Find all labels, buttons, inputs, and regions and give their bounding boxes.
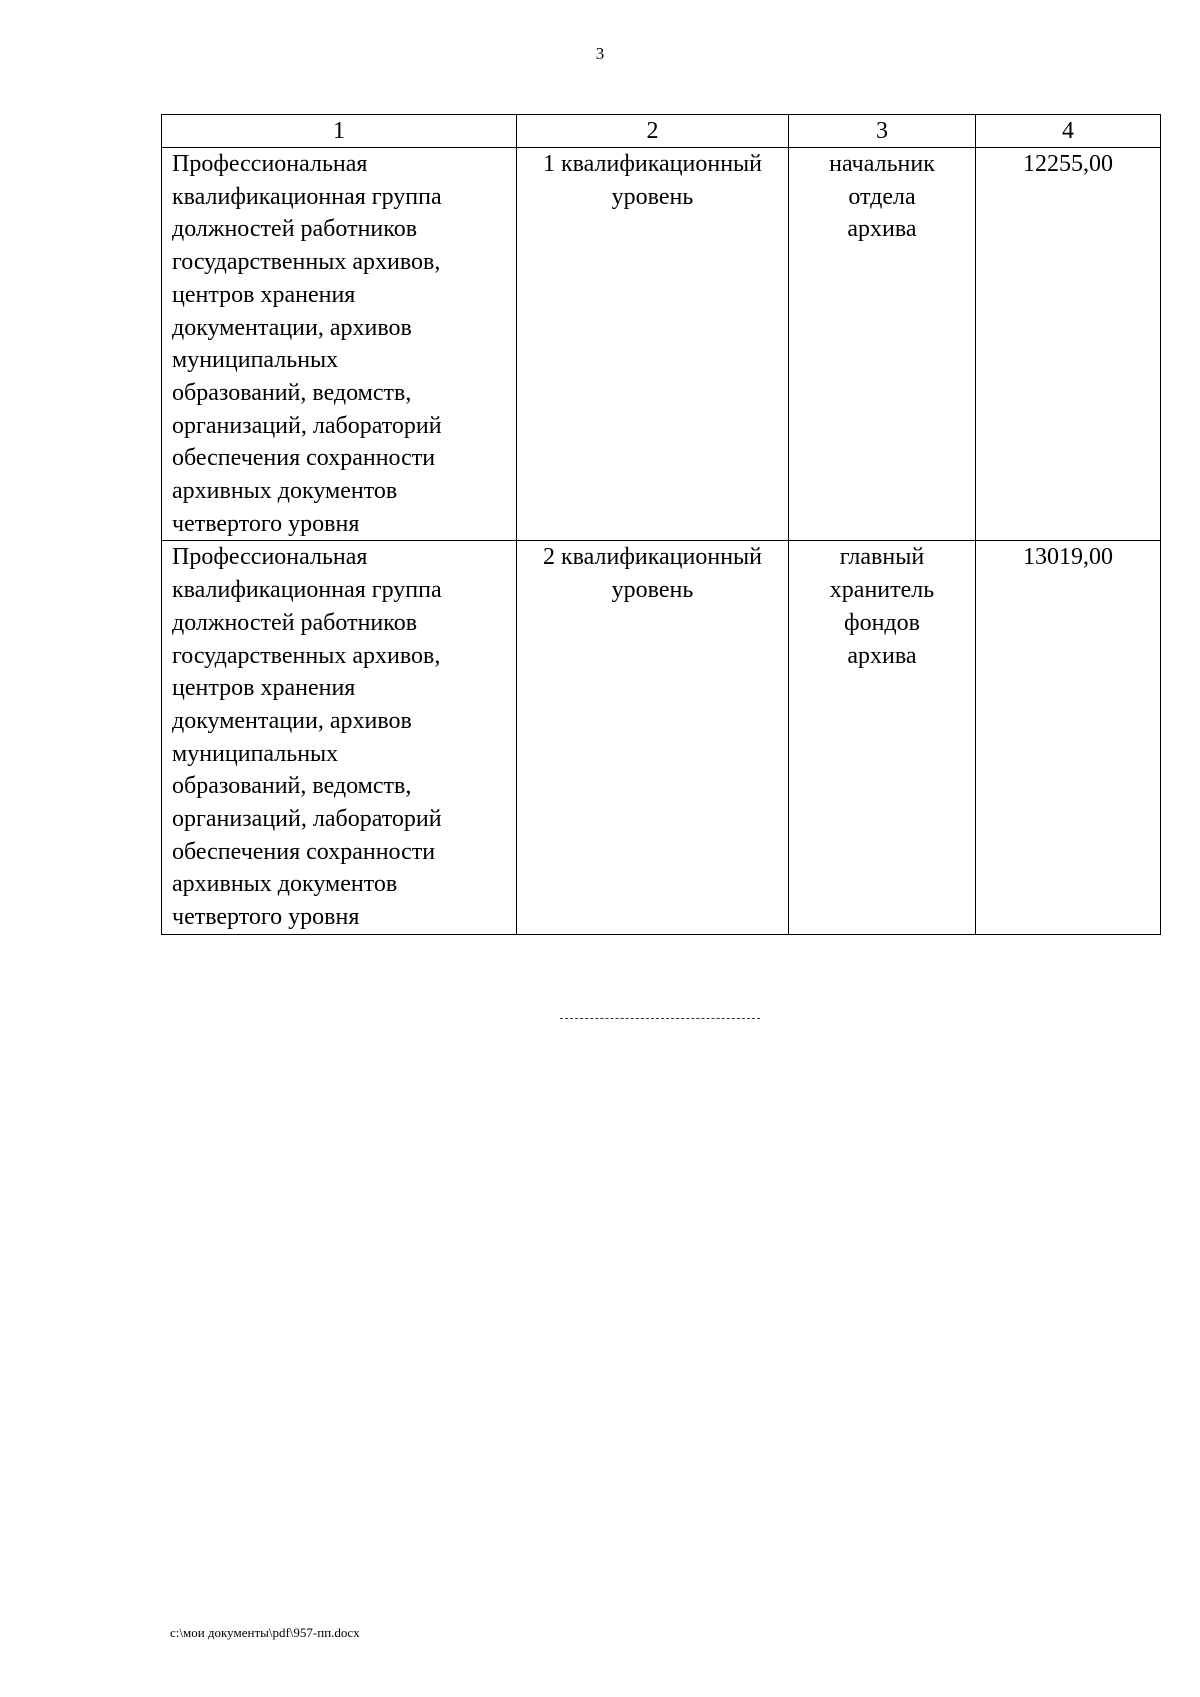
column-header-1: 1 [162,115,517,148]
position-text: главный хранитель фондов архива [829,544,935,669]
salary-text: 13019,00 [1023,544,1113,571]
table-row [162,148,1161,541]
table-row [162,541,1161,934]
qualification-group-text: Профессиональная квалификационная группа должностей работников государственных архивов, центров хранения документации, архивов муниципальных образований, ведомств, организаций, лабораторий обеспечения сохранности архивных документов четвертого уровня [172,151,442,537]
qualification-level-cell [517,541,789,934]
salary-table [161,114,1161,935]
qualification-level-text: 2 квалификационный уровень [542,544,763,604]
position-text: начальник отдела архива [829,151,935,243]
position-cell [789,148,976,541]
page-number: 3 [595,44,605,63]
qualification-group-cell [162,148,517,541]
column-header-2: 2 [517,115,789,148]
end-of-document-divider [560,1018,760,1021]
qualification-level-cell [517,148,789,541]
salary-cell [976,148,1161,541]
qualification-level-text: 1 квалификационный уровень [542,151,763,210]
salary-text: 12255,00 [1023,151,1113,177]
qualification-group-text: Профессиональная квалификационная группа должностей работников государственных архивов, центров хранения документации, архивов муниципальных образований, ведомств, организаций, лабораторий обеспечения сохранности архивных документов четвертого уровня [172,544,442,931]
qualification-group-cell [162,541,517,934]
footer-file-path: c:\мои документы\pdf\957-пп.docx [170,1625,360,1640]
salary-cell [976,541,1161,934]
table-header-row [162,115,1161,148]
column-header-3: 3 [789,115,976,148]
column-header-4: 4 [976,115,1161,148]
position-cell [789,541,976,934]
